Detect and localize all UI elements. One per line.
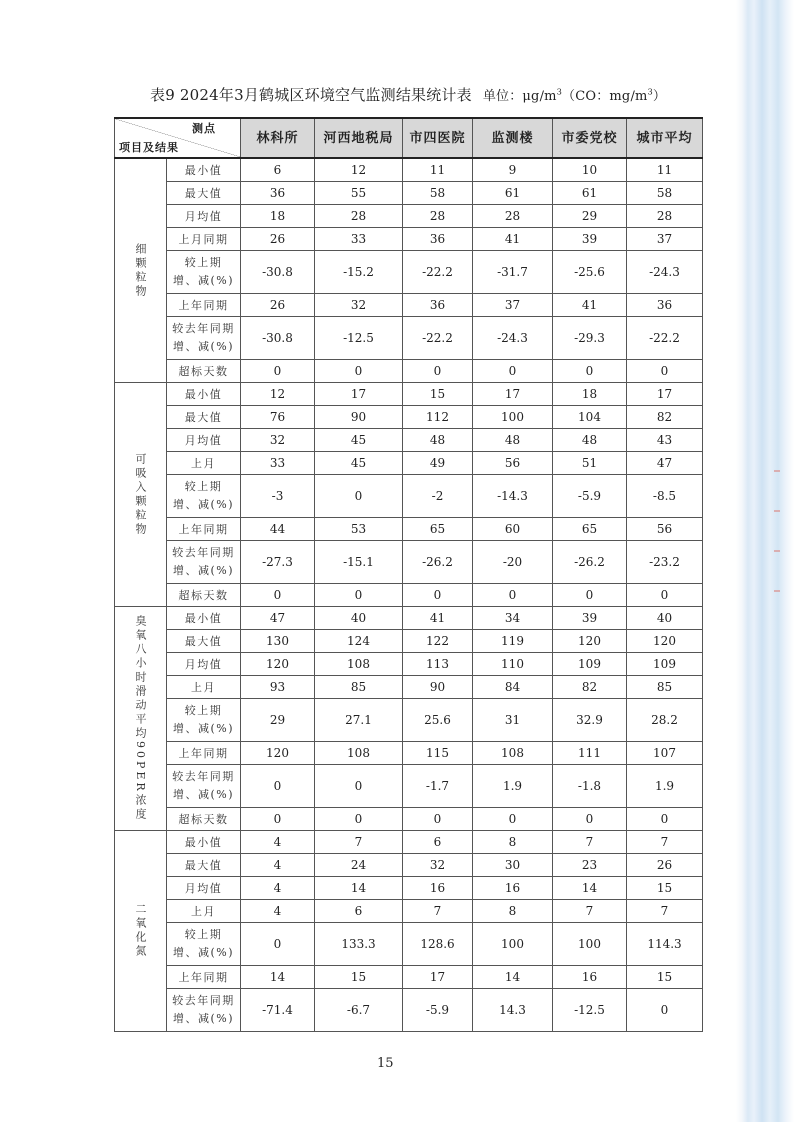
table-cell: 115 <box>403 742 473 765</box>
table-cell: 10 <box>553 158 627 182</box>
table-cell: 44 <box>241 518 315 541</box>
row-label: 最大值 <box>167 406 241 429</box>
table-row <box>115 429 703 452</box>
table-cell: 28 <box>627 205 703 228</box>
table-cell: 8 <box>473 831 553 854</box>
row-label: 最小值 <box>167 158 241 182</box>
table-cell: 28 <box>315 205 403 228</box>
row-label: 较去年同期 增、减(%) <box>167 989 241 1032</box>
table-cell: 4 <box>241 900 315 923</box>
row-label: 较上期 增、减(%) <box>167 699 241 742</box>
table-cell: 90 <box>403 676 473 699</box>
table-cell: 7 <box>315 831 403 854</box>
table-cell: 85 <box>315 676 403 699</box>
table-cell: 4 <box>241 831 315 854</box>
table-cell: 107 <box>627 742 703 765</box>
table-cell: 45 <box>315 429 403 452</box>
row-label: 上年同期 <box>167 518 241 541</box>
table-cell: 34 <box>473 607 553 630</box>
table-cell: 108 <box>473 742 553 765</box>
table-cell: -1.8 <box>553 765 627 808</box>
table-cell: 12 <box>315 158 403 182</box>
table-cell: 14 <box>553 877 627 900</box>
table-row <box>115 182 703 205</box>
table-row <box>115 158 703 182</box>
table-cell: 41 <box>403 607 473 630</box>
table-cell: 0 <box>627 584 703 607</box>
table-row <box>115 877 703 900</box>
row-label: 超标天数 <box>167 584 241 607</box>
table-cell: 112 <box>403 406 473 429</box>
table-row <box>115 584 703 607</box>
table-cell: 124 <box>315 630 403 653</box>
table-cell: 41 <box>473 228 553 251</box>
table-cell: 36 <box>403 228 473 251</box>
table-row <box>115 541 703 584</box>
table-cell: 6 <box>241 158 315 182</box>
table-cell: -25.6 <box>553 251 627 294</box>
table-cell: 15 <box>627 966 703 989</box>
row-label: 较上期 增、减(%) <box>167 923 241 966</box>
table-cell: 0 <box>315 765 403 808</box>
table-row <box>115 966 703 989</box>
table-row <box>115 900 703 923</box>
table-cell: 25.6 <box>403 699 473 742</box>
table-cell: 100 <box>553 923 627 966</box>
table-cell: 26 <box>241 228 315 251</box>
table-cell: 0 <box>315 584 403 607</box>
table-cell: -12.5 <box>315 317 403 360</box>
table-row <box>115 360 703 383</box>
table-cell: -22.2 <box>627 317 703 360</box>
station-header: 市四医院 <box>403 118 473 158</box>
table-cell: 0 <box>241 360 315 383</box>
table-cell: 48 <box>473 429 553 452</box>
binding-marks <box>770 470 780 630</box>
table-cell: -24.3 <box>473 317 553 360</box>
table-cell: 108 <box>315 742 403 765</box>
station-header: 市委党校 <box>553 118 627 158</box>
table-cell: -30.8 <box>241 317 315 360</box>
table-cell: 0 <box>473 808 553 831</box>
row-label: 较上期 增、减(%) <box>167 251 241 294</box>
table-cell: -30.8 <box>241 251 315 294</box>
table-cell: 43 <box>627 429 703 452</box>
corner-header <box>115 118 241 158</box>
table-cell: -3 <box>241 475 315 518</box>
table-cell: 45 <box>315 452 403 475</box>
table-cell: -71.4 <box>241 989 315 1032</box>
table-cell: 32 <box>241 429 315 452</box>
row-label: 最小值 <box>167 607 241 630</box>
table-body <box>115 158 703 1032</box>
table-cell: 55 <box>315 182 403 205</box>
table-cell: 11 <box>627 158 703 182</box>
table-cell: 6 <box>315 900 403 923</box>
table-cell: 11 <box>403 158 473 182</box>
row-label: 最小值 <box>167 831 241 854</box>
table-cell: 53 <box>315 518 403 541</box>
table-cell: 0 <box>403 808 473 831</box>
table-cell: 14.3 <box>473 989 553 1032</box>
table-cell: 0 <box>315 360 403 383</box>
table-row <box>115 831 703 854</box>
table-cell: 120 <box>627 630 703 653</box>
row-label: 较上期 增、减(%) <box>167 475 241 518</box>
table-cell: 85 <box>627 676 703 699</box>
table-cell: 0 <box>553 808 627 831</box>
table-cell: 17 <box>403 966 473 989</box>
table-cell: 0 <box>241 808 315 831</box>
table-cell: 128.6 <box>403 923 473 966</box>
table-cell: 14 <box>241 966 315 989</box>
row-label: 上月 <box>167 900 241 923</box>
binding-strip <box>736 0 794 1122</box>
table-cell: 36 <box>627 294 703 317</box>
table-cell: 15 <box>627 877 703 900</box>
row-label: 月均值 <box>167 205 241 228</box>
table-cell: 93 <box>241 676 315 699</box>
station-header: 监测楼 <box>473 118 553 158</box>
table-cell: 76 <box>241 406 315 429</box>
row-label: 最大值 <box>167 630 241 653</box>
table-cell: 32 <box>403 854 473 877</box>
table-cell: 82 <box>627 406 703 429</box>
table-row <box>115 808 703 831</box>
table-cell: 122 <box>403 630 473 653</box>
header-row <box>115 118 703 158</box>
table-cell: 0 <box>241 765 315 808</box>
table-cell: -24.3 <box>627 251 703 294</box>
table-row <box>115 607 703 630</box>
table-cell: 58 <box>403 182 473 205</box>
table-cell: 40 <box>315 607 403 630</box>
table-row <box>115 383 703 406</box>
table-cell: 65 <box>403 518 473 541</box>
table-cell: -6.7 <box>315 989 403 1032</box>
table-row <box>115 406 703 429</box>
row-label: 上年同期 <box>167 966 241 989</box>
table-cell: 120 <box>241 742 315 765</box>
table-cell: 26 <box>241 294 315 317</box>
table-cell: -15.2 <box>315 251 403 294</box>
table-cell: 9 <box>473 158 553 182</box>
table-cell: -2 <box>403 475 473 518</box>
table-cell: 56 <box>473 452 553 475</box>
table-cell: 14 <box>473 966 553 989</box>
table-cell: 61 <box>553 182 627 205</box>
table-cell: 23 <box>553 854 627 877</box>
table-cell: 0 <box>473 360 553 383</box>
row-label: 上月 <box>167 676 241 699</box>
row-label: 较去年同期 增、减(%) <box>167 765 241 808</box>
station-header: 林科所 <box>241 118 315 158</box>
table-cell: 100 <box>473 923 553 966</box>
table-cell: 39 <box>553 607 627 630</box>
table-cell: 109 <box>627 653 703 676</box>
table-cell: 47 <box>241 607 315 630</box>
table-cell: -20 <box>473 541 553 584</box>
table-cell: 37 <box>627 228 703 251</box>
table-cell: 0 <box>553 584 627 607</box>
table-cell: 133.3 <box>315 923 403 966</box>
table-cell: -29.3 <box>553 317 627 360</box>
table-row <box>115 854 703 877</box>
row-label: 最大值 <box>167 182 241 205</box>
table-cell: 4 <box>241 877 315 900</box>
table-cell: 37 <box>473 294 553 317</box>
row-label: 上月同期 <box>167 228 241 251</box>
table-cell: 39 <box>553 228 627 251</box>
table-cell: 109 <box>553 653 627 676</box>
table-cell: 15 <box>315 966 403 989</box>
table-cell: 27.1 <box>315 699 403 742</box>
table-cell: 120 <box>553 630 627 653</box>
table-cell: 32 <box>315 294 403 317</box>
table-cell: 7 <box>627 900 703 923</box>
table-cell: 30 <box>473 854 553 877</box>
table-cell: 41 <box>553 294 627 317</box>
table-cell: -5.9 <box>553 475 627 518</box>
table-cell: 7 <box>403 900 473 923</box>
table-row <box>115 923 703 966</box>
table-cell: 104 <box>553 406 627 429</box>
table-cell: 0 <box>241 584 315 607</box>
row-label: 上年同期 <box>167 294 241 317</box>
table-row <box>115 251 703 294</box>
table-cell: 31 <box>473 699 553 742</box>
table-cell: 51 <box>553 452 627 475</box>
table-cell: 58 <box>627 182 703 205</box>
table-cell: 0 <box>315 475 403 518</box>
table-cell: 113 <box>403 653 473 676</box>
table-row <box>115 676 703 699</box>
table-cell: 47 <box>627 452 703 475</box>
table-cell: 130 <box>241 630 315 653</box>
table-cell: -8.5 <box>627 475 703 518</box>
table-cell: 40 <box>627 607 703 630</box>
pollutant-group-label: 细颗粒物 <box>115 158 167 383</box>
pollutant-group-label: 可吸入颗粒物 <box>115 383 167 607</box>
row-label: 月均值 <box>167 653 241 676</box>
table-cell: 16 <box>403 877 473 900</box>
table-cell: 61 <box>473 182 553 205</box>
row-label: 较去年同期 增、减(%) <box>167 541 241 584</box>
table-row <box>115 630 703 653</box>
table-cell: 0 <box>403 584 473 607</box>
table-cell: 24 <box>315 854 403 877</box>
row-label: 月均值 <box>167 877 241 900</box>
table-cell: 0 <box>403 360 473 383</box>
table-row <box>115 205 703 228</box>
station-header: 河西地税局 <box>315 118 403 158</box>
table-cell: 28 <box>403 205 473 228</box>
title-unit: 单位：$\mu g/m^3(CO$：$mg/m^3$） <box>482 87 667 104</box>
table-cell: 17 <box>473 383 553 406</box>
pollutant-group-label: 臭氧八小时滑动平均90PER浓度 <box>115 607 167 831</box>
table-cell: 0 <box>315 808 403 831</box>
table-cell: 82 <box>553 676 627 699</box>
table-cell: -12.5 <box>553 989 627 1032</box>
table-cell: 16 <box>473 877 553 900</box>
table-cell: 33 <box>241 452 315 475</box>
table-cell: 28 <box>473 205 553 228</box>
table-cell: -23.2 <box>627 541 703 584</box>
table-cell: 18 <box>241 205 315 228</box>
table-cell: -15.1 <box>315 541 403 584</box>
table-row <box>115 699 703 742</box>
table-row <box>115 228 703 251</box>
table-cell: 16 <box>553 966 627 989</box>
table-cell: 56 <box>627 518 703 541</box>
table-cell: 84 <box>473 676 553 699</box>
table-cell: 15 <box>403 383 473 406</box>
corner-bottom-label: 项目及结果 <box>119 141 179 154</box>
table-cell: 120 <box>241 653 315 676</box>
table-cell: 48 <box>553 429 627 452</box>
table-row <box>115 317 703 360</box>
pollutant-group-label: 二氧化氮 <box>115 831 167 1032</box>
table-cell: 8 <box>473 900 553 923</box>
table-cell: 0 <box>627 808 703 831</box>
table-cell: 114.3 <box>627 923 703 966</box>
table-row <box>115 518 703 541</box>
table-cell: 17 <box>315 383 403 406</box>
table-cell: 0 <box>473 584 553 607</box>
table-title <box>150 84 710 105</box>
table-cell: 48 <box>403 429 473 452</box>
table-row <box>115 452 703 475</box>
table-row <box>115 653 703 676</box>
table-cell: -22.2 <box>403 317 473 360</box>
table-cell: 0 <box>241 923 315 966</box>
table-cell: -14.3 <box>473 475 553 518</box>
table-row <box>115 742 703 765</box>
table-cell: 7 <box>553 831 627 854</box>
row-label: 上年同期 <box>167 742 241 765</box>
table-cell: 49 <box>403 452 473 475</box>
table-row <box>115 989 703 1032</box>
table-cell: 28.2 <box>627 699 703 742</box>
table-cell: 0 <box>553 360 627 383</box>
table-cell: -5.9 <box>403 989 473 1032</box>
table-row <box>115 475 703 518</box>
table-cell: 18 <box>553 383 627 406</box>
stats-table <box>114 117 703 1032</box>
table-cell: -27.3 <box>241 541 315 584</box>
row-label: 最小值 <box>167 383 241 406</box>
table-cell: 111 <box>553 742 627 765</box>
title-main: 表9 2024年3月鹤城区环境空气监测结果统计表 <box>150 86 472 104</box>
row-label: 月均值 <box>167 429 241 452</box>
table-cell: 6 <box>403 831 473 854</box>
table-cell: 33 <box>315 228 403 251</box>
table-cell: 26 <box>627 854 703 877</box>
table-cell: 12 <box>241 383 315 406</box>
table-cell: 65 <box>553 518 627 541</box>
table-cell: 7 <box>553 900 627 923</box>
table-cell: 1.9 <box>627 765 703 808</box>
table-cell: 36 <box>403 294 473 317</box>
table-row <box>115 765 703 808</box>
table-cell: 119 <box>473 630 553 653</box>
table-cell: -31.7 <box>473 251 553 294</box>
station-header: 城市平均 <box>627 118 703 158</box>
table-cell: 108 <box>315 653 403 676</box>
row-label: 最大值 <box>167 854 241 877</box>
table-cell: 17 <box>627 383 703 406</box>
table-cell: -22.2 <box>403 251 473 294</box>
table-cell: 4 <box>241 854 315 877</box>
table-cell: 60 <box>473 518 553 541</box>
table-cell: 29 <box>553 205 627 228</box>
row-label: 超标天数 <box>167 360 241 383</box>
row-label: 上月 <box>167 452 241 475</box>
table-cell: 29 <box>241 699 315 742</box>
table-cell: 1.9 <box>473 765 553 808</box>
table-cell: 32.9 <box>553 699 627 742</box>
table-cell: 7 <box>627 831 703 854</box>
table-cell: 0 <box>627 360 703 383</box>
row-label: 超标天数 <box>167 808 241 831</box>
table-cell: -1.7 <box>403 765 473 808</box>
table-cell: 0 <box>627 989 703 1032</box>
page-number: 15 <box>377 1056 394 1071</box>
table-cell: 14 <box>315 877 403 900</box>
table-cell: 90 <box>315 406 403 429</box>
table-cell: 36 <box>241 182 315 205</box>
table-cell: -26.2 <box>403 541 473 584</box>
table-cell: 110 <box>473 653 553 676</box>
table-cell: -26.2 <box>553 541 627 584</box>
table-cell: 100 <box>473 406 553 429</box>
corner-top-label: 测点 <box>192 122 216 135</box>
table-row <box>115 294 703 317</box>
row-label: 较去年同期 增、减(%) <box>167 317 241 360</box>
